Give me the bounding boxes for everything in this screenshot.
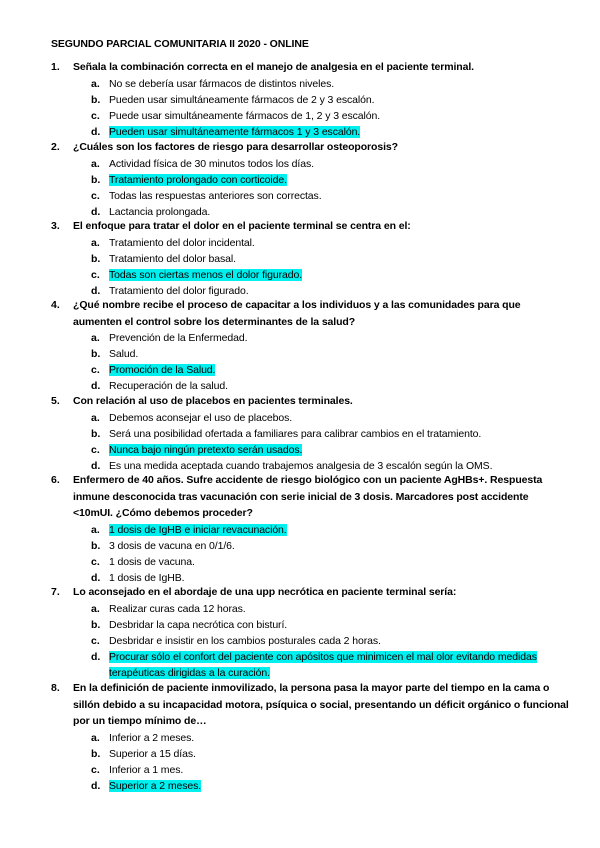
option-text: 1 dosis de vacuna.	[109, 555, 195, 568]
option-letter: b.	[91, 427, 101, 440]
option-letter: c.	[91, 109, 100, 122]
option-letter: c.	[91, 268, 100, 281]
question-number: 3.	[51, 220, 60, 232]
question-4	[51, 297, 571, 394]
option-a	[51, 76, 571, 92]
question-text: En la definición de paciente inmovilizado, la persona pasa la mayor parte del tiempo en la cama o sillón debido a su incapacidad motora, psíquica o social, presentando un déficit orgánico o funcional por un tiempo mínimo de…	[73, 682, 569, 727]
option-b	[51, 346, 571, 362]
option-letter: b.	[91, 747, 101, 760]
option-c-highlighted	[51, 442, 571, 458]
option-text: Salud.	[109, 348, 139, 360]
option-text: No se debería usar fármacos de distintos niveles.	[109, 77, 335, 90]
option-list	[51, 156, 571, 220]
option-letter: a.	[91, 731, 100, 744]
option-letter: d.	[91, 125, 101, 138]
option-text: Todas son ciertas menos el dolor figurado.	[109, 268, 303, 281]
option-letter: d.	[91, 284, 101, 297]
option-letter: a.	[91, 523, 100, 536]
question-text: El enfoque para tratar el dolor en el paciente terminal se centra en el:	[73, 220, 411, 232]
option-letter: a.	[91, 236, 100, 249]
option-b	[51, 538, 571, 554]
option-c-highlighted	[51, 267, 571, 283]
option-a-highlighted	[51, 522, 571, 538]
option-text: Actividad física de 30 minutos todos los días.	[109, 157, 314, 170]
option-letter: b.	[91, 173, 101, 186]
question-number: 5.	[51, 395, 60, 407]
option-b	[51, 426, 571, 442]
option-letter: c.	[91, 763, 100, 776]
question-number: 2.	[51, 141, 60, 153]
option-text: Es una medida aceptada cuando trabajemos analgesia de 3 escalón según la OMS.	[109, 459, 493, 472]
question-7	[51, 584, 571, 681]
option-letter: c.	[91, 555, 100, 568]
question-number: 8.	[51, 682, 60, 694]
option-text: Tratamiento del dolor basal.	[109, 252, 236, 265]
option-text: Recuperación de la salud.	[109, 380, 228, 392]
option-a	[51, 330, 571, 346]
option-text: Todas las respuestas anteriores son correctas.	[109, 189, 322, 202]
option-letter: b.	[91, 618, 101, 631]
option-b	[51, 251, 571, 267]
option-c	[51, 108, 571, 124]
option-letter: a.	[91, 77, 100, 90]
option-b-highlighted	[51, 172, 571, 188]
option-text: Procurar sólo el confort del paciente con apósitos que minimicen el mal olor evitando medidas terapéuticas dirigidas a la curación.	[109, 650, 537, 679]
option-text: Tratamiento del dolor figurado.	[109, 284, 249, 297]
option-letter: d.	[91, 459, 101, 472]
option-a	[51, 410, 571, 426]
option-text: Desbridar e insistir en los cambios posturales cada 2 horas.	[109, 634, 381, 647]
question-text: Lo aconsejado en el abordaje de una upp necrótica en paciente terminal sería:	[73, 586, 457, 598]
option-text: Debemos aconsejar el uso de placebos.	[109, 411, 293, 424]
option-letter: c.	[91, 634, 100, 647]
option-a	[51, 730, 571, 746]
option-list	[51, 410, 571, 474]
page-title: SEGUNDO PARCIAL COMUNITARIA II 2020 - ONLINE	[51, 38, 309, 50]
question-text: Señala la combinación correcta en el manejo de analgesia en el paciente terminal.	[73, 61, 474, 73]
option-c-highlighted	[51, 362, 571, 378]
option-list	[51, 330, 571, 394]
option-list	[51, 522, 571, 586]
option-text: Realizar curas cada 12 horas.	[109, 602, 246, 615]
question-6	[51, 472, 571, 586]
option-letter: b.	[91, 348, 101, 360]
option-list	[51, 730, 571, 794]
option-a	[51, 156, 571, 172]
option-list	[51, 601, 571, 681]
option-letter: b.	[91, 252, 101, 265]
question-text: ¿Qué nombre recibe el proceso de capacitar a los individuos y a las comunidades para que aumenten el control sobre los determinantes de la salud?	[73, 299, 521, 328]
option-text: Tratamiento del dolor incidental.	[109, 236, 255, 249]
option-a	[51, 601, 571, 617]
option-text: Pueden usar simultáneamente fármacos de 2 y 3 escalón.	[109, 93, 375, 106]
option-text: Inferior a 2 meses.	[109, 731, 195, 744]
option-text: Promoción de la Salud.	[109, 364, 216, 376]
option-letter: a.	[91, 411, 100, 424]
option-list	[51, 76, 571, 140]
option-d-highlighted	[51, 124, 571, 140]
option-letter: d.	[91, 779, 101, 792]
option-c	[51, 762, 571, 778]
question-5	[51, 393, 571, 474]
option-letter: d.	[91, 571, 101, 584]
question-2	[51, 139, 571, 220]
option-b	[51, 746, 571, 762]
question-1	[51, 59, 571, 140]
option-letter: b.	[91, 93, 101, 106]
option-text: Prevención de la Enfermedad.	[109, 332, 248, 344]
option-d-highlighted	[51, 778, 571, 794]
option-text: Tratamiento prolongado con corticoide.	[109, 173, 287, 186]
option-a	[51, 235, 571, 251]
option-text: Inferior a 1 mes.	[109, 763, 184, 776]
option-letter: a.	[91, 602, 100, 615]
question-8	[51, 680, 571, 794]
question-text: Enfermero de 40 años. Sufre accidente de riesgo biológico con un paciente AgHBs+. Respuesta inmune desconocida tras vacunación con serie inicial de 3 dosis. Marcadores post accidente <10mUI. ¿Cómo debemos proceder?	[73, 474, 543, 519]
question-number: 6.	[51, 474, 60, 486]
option-letter: d.	[91, 380, 101, 392]
option-text: 3 dosis de vacuna en 0/1/6.	[109, 539, 235, 552]
option-text: 1 dosis de IgHB e iniciar revacunación.	[109, 523, 287, 536]
option-text: Será una posibilidad ofertada a familiares para calibrar cambios en el tratamiento.	[109, 427, 482, 440]
option-c	[51, 554, 571, 570]
question-number: 1.	[51, 61, 60, 73]
option-c	[51, 633, 571, 649]
option-letter: d.	[91, 650, 101, 663]
question-text: ¿Cuáles son los factores de riesgo para desarrollar osteoporosis?	[73, 141, 398, 153]
option-letter: a.	[91, 332, 100, 344]
option-c	[51, 188, 571, 204]
question-text: Con relación al uso de placebos en pacientes terminales.	[73, 395, 353, 407]
option-d	[51, 378, 571, 394]
option-letter: a.	[91, 157, 100, 170]
option-d-highlighted	[51, 649, 571, 681]
option-letter: c.	[91, 443, 100, 456]
option-letter: c.	[91, 189, 100, 202]
option-letter: b.	[91, 539, 101, 552]
option-text: Lactancia prolongada.	[109, 205, 211, 218]
option-text: Desbridar la capa necrótica con bisturí.	[109, 618, 288, 631]
option-text: 1 dosis de IgHB.	[109, 571, 185, 584]
option-text: Pueden usar simultáneamente fármacos 1 y 3 escalón.	[109, 125, 361, 138]
question-3	[51, 218, 571, 299]
option-b	[51, 617, 571, 633]
option-list	[51, 235, 571, 299]
option-letter: c.	[91, 364, 100, 376]
option-text: Puede usar simultáneamente fármacos de 1, 2 y 3 escalón.	[109, 109, 381, 122]
option-text: Superior a 2 meses.	[109, 779, 202, 792]
option-b	[51, 92, 571, 108]
question-number: 4.	[51, 299, 60, 311]
option-text: Nunca bajo ningún pretexto serán usados.	[109, 443, 303, 456]
option-letter: d.	[91, 205, 101, 218]
question-number: 7.	[51, 586, 60, 598]
option-text: Superior a 15 días.	[109, 747, 196, 760]
